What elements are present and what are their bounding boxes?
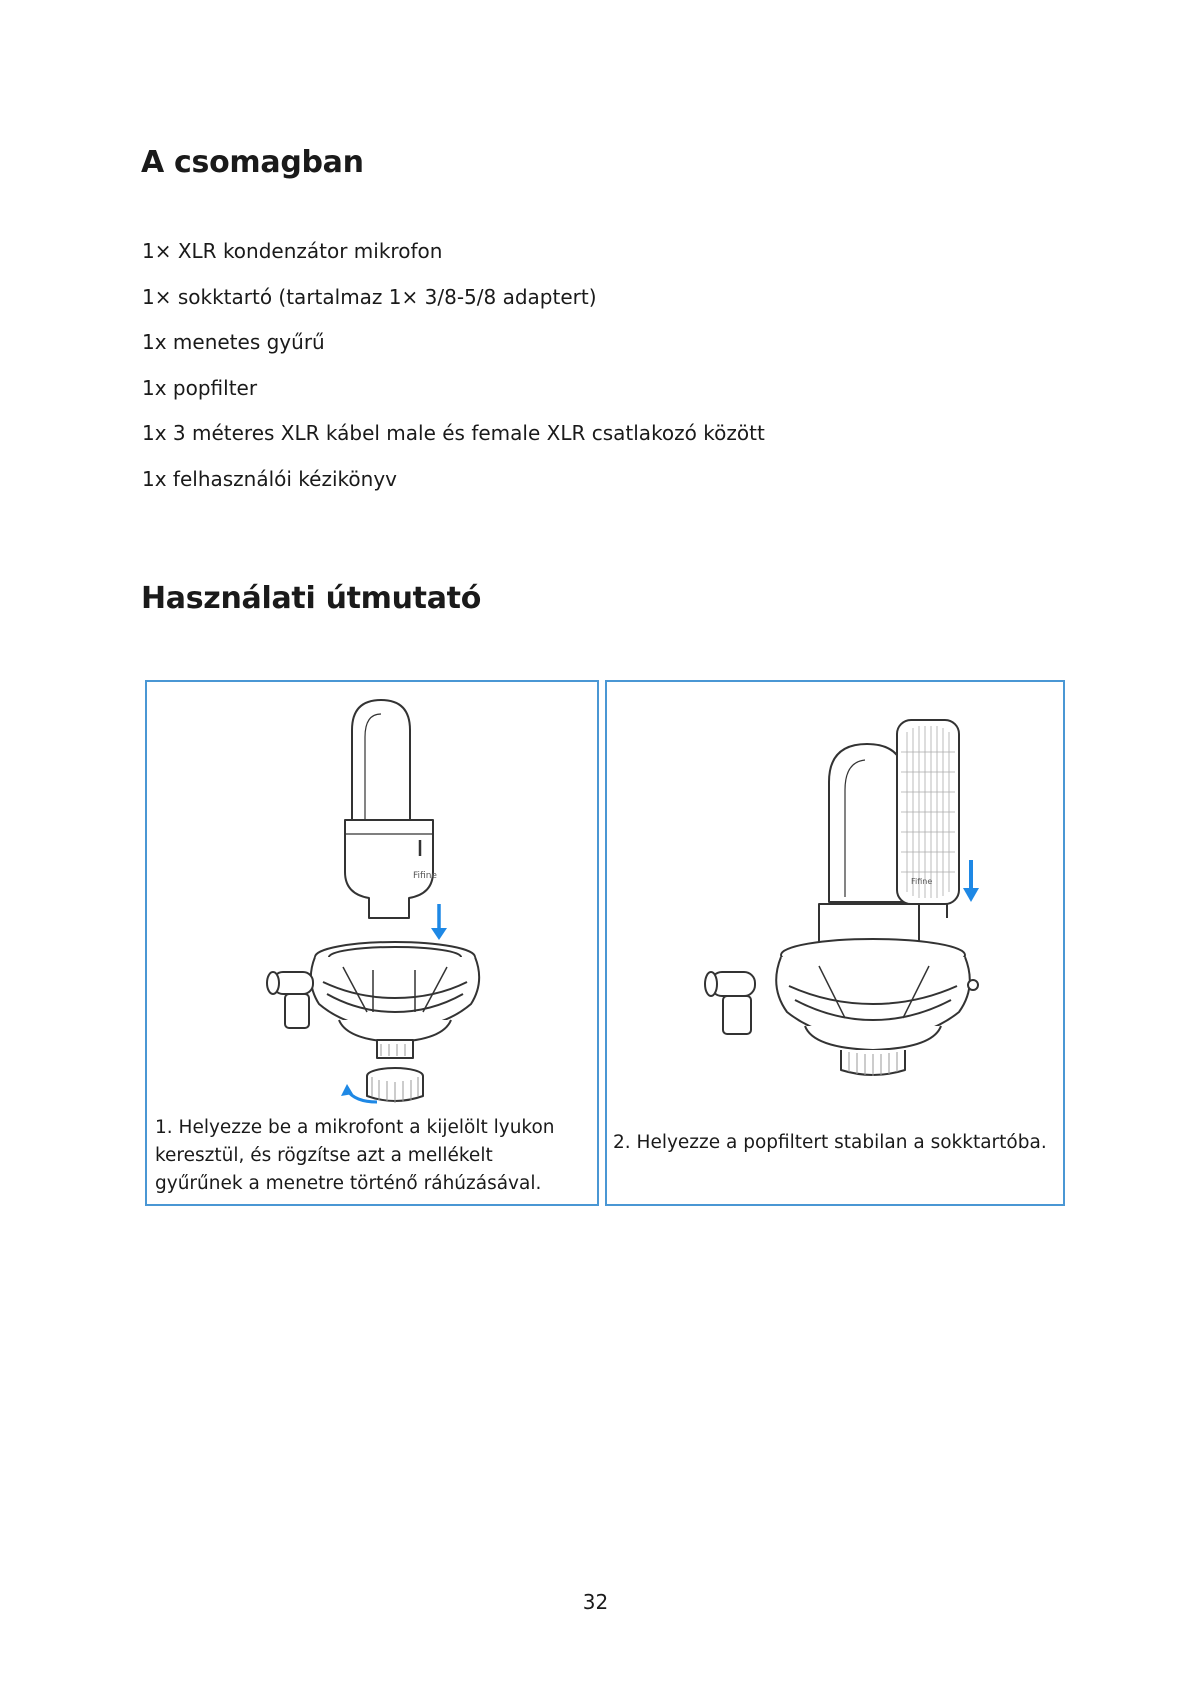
list-item: 1× XLR kondenzátor mikrofon bbox=[142, 239, 443, 263]
list-item: 1× sokktartó (tartalmaz 1× 3/8-5/8 adaptert) bbox=[142, 284, 597, 309]
step-2-illustration bbox=[607, 682, 1063, 1122]
package-contents-list bbox=[142, 237, 765, 510]
step-1-panel bbox=[145, 680, 599, 1206]
section-title-usage: Használati útmutató bbox=[141, 581, 482, 616]
brand-mark-1: Fifine bbox=[413, 871, 437, 881]
list-item: 1x 3 méteres XLR kábel male és female XLR csatlakozó között bbox=[142, 421, 765, 445]
step-2-panel bbox=[605, 680, 1065, 1206]
step-1-caption: 1. Helyezze be a mikrofont a kijelölt lyukon keresztül, és rögzítse azt a mellékelt gyűrűnek a menetre történő ráhúzásával. bbox=[155, 1117, 555, 1194]
list-item: 1x felhasználói kézikönyv bbox=[142, 466, 397, 491]
section-title-package: A csomagban bbox=[141, 145, 364, 180]
page-number: 32 bbox=[582, 1590, 609, 1614]
step-2-caption: 2. Helyezze a popfiltert stabilan a sokktartóba. bbox=[613, 1132, 1047, 1153]
list-item: 1x popfilter bbox=[142, 375, 258, 400]
brand-mark-2: Fifine bbox=[911, 877, 933, 886]
list-item: 1x menetes gyűrű bbox=[142, 330, 325, 354]
step-1-illustration bbox=[147, 682, 597, 1122]
